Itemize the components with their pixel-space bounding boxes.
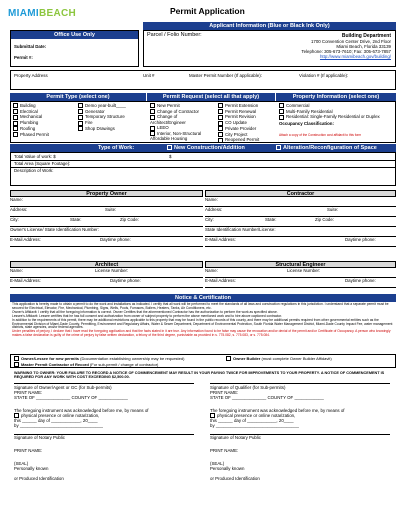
dept-phone: Telephone: 305-673-7610; Fax: 305-673-7857 — [301, 49, 391, 54]
office-use-box — [10, 30, 139, 67]
permit-request-option[interactable]: Interior, Non-Structural Affordable Housing — [150, 130, 202, 142]
dept-url-link[interactable]: http://www.miamibeach.gov/building/ — [319, 54, 391, 59]
permit-request-option[interactable]: Permit Revision — [218, 114, 259, 119]
permit-type-list-1 — [13, 103, 49, 137]
violation-label[interactable]: Violation # (If applicable): — [299, 73, 349, 78]
miami-beach-logo: MIAMIBEACH — [8, 8, 77, 19]
permit-type-option[interactable]: Demo year-built____ — [78, 103, 126, 108]
permit-request-option[interactable]: Change of Architect/Engineer — [150, 114, 186, 125]
applicant-info-bar: Applicant Information (Blue or Black Ink Only) — [143, 22, 396, 30]
submittal-date-label: Submittal Date: — [14, 44, 47, 49]
property-info-list — [279, 103, 394, 137]
notarization-option[interactable]: physical presence or online notarization, — [210, 413, 390, 418]
unit-label[interactable]: Unit # — [143, 73, 155, 78]
property-info-option[interactable]: Multi-Family Residential — [279, 109, 394, 114]
notice-header: Notice & Certification — [10, 294, 396, 302]
permit-type-option[interactable]: Electrical — [13, 109, 49, 114]
signature-right: Signature of Qualifier (for Sub-permits) PRINT NAME: STATE OF ______________ COUNTY OF ____________ The foregoing instrument was acknowledged before me, by means of physical presence or online notarization, this ______ day of ____________, 20____ by __________________________________ Signature of Notary Public PRINT NAME: (SEAL) Personally known or Produced Identification — [210, 383, 390, 481]
office-use-header: Office Use Only — [11, 31, 138, 39]
notarization-option[interactable]: physical presence or online notarization, — [14, 413, 194, 418]
warning-text: WARNING TO OWNER: YOUR FAILURE TO RECORD A NOTICE OF COMMENCEMENT MAY RESULT IN YOUR PAYING TWICE FOR IMPROVEMENTS TO YOUR PROPERTY. A NOTICE OF COMMENCEMENT IS REQUIRED FOR ANY WORK WITH COST EXCEEDING $2,500.00. — [14, 371, 385, 380]
description-label[interactable]: Description of Work: — [14, 168, 54, 173]
permit-type-header: Permit Type (select one) — [10, 93, 146, 101]
parcel-label: Parcel / Folio Number: — [147, 32, 202, 38]
permit-request-option[interactable]: Private Provider — [218, 126, 259, 131]
signature-left: Signature of Owner/Agent or GC (for Sub-permits) PRINT NAME: STATE OF ______________ COUNTY OF ____________ The foregoing instrument was acknowledged before me, by means of physical presence or online notarization, this ______ day of ____________, 20____ by __________________________________ Signature of Notary Public PRINT NAME: (SEAL) Personally known or Produced Identification — [14, 383, 194, 481]
contractor-section: Contractor Name: Address: Suite: City: State: Zip Code: State Identification Number/License: E-Mail Address: Daytime phone: — [205, 190, 396, 247]
property-info-header: Property Information (select one) — [276, 93, 396, 101]
owner-builder-option[interactable]: Owner Builder (must complete Owner Builder Affidavit) — [226, 356, 332, 361]
parcel-box[interactable] — [143, 30, 396, 67]
engineer-section: Structural Engineer Name: License Number: E-Mail Address: Daytime phone: — [205, 261, 396, 288]
type-of-work-bar: Type of Work: New Construction/Addition Alteration/Reconfiguration of Space — [10, 144, 396, 152]
permit-type-option[interactable]: Shop Drawings — [78, 126, 126, 131]
owner-lessee-box — [10, 354, 396, 368]
permit-type-option[interactable]: Plumbing — [13, 120, 49, 125]
dept-address-line1: 1700 Convention Center Drive, 2nd Floor — [310, 39, 391, 44]
permit-type-option[interactable]: Phased Permit — [13, 132, 49, 137]
master-permit-label[interactable]: Master Permit Number (If applicable): — [189, 73, 262, 78]
permit-type-option[interactable]: Building — [13, 103, 49, 108]
dept-name: Building Department — [341, 33, 391, 39]
permit-type-option[interactable]: Roofing — [13, 126, 49, 131]
new-construction-option[interactable]: New Construction/Addition — [167, 144, 245, 152]
architect-header: Architect — [10, 261, 203, 268]
property-info-option[interactable]: Residential: Single-Family Residential or Duplex — [279, 114, 394, 119]
permit-request-option[interactable]: CO Update — [218, 120, 259, 125]
permit-request-option[interactable]: Permit Renewal — [218, 109, 259, 114]
permit-request-list-1 — [150, 103, 214, 141]
owner-lessee-option[interactable]: Owner/Lessee for new permits (Documentation establishing ownership may be requested) — [14, 356, 184, 361]
permit-request-option[interactable]: LEEO — [150, 125, 214, 130]
property-address-label[interactable]: Property Address — [14, 73, 48, 78]
owner-header: Property Owner — [10, 190, 203, 197]
permit-type-option[interactable]: Temporary Structure — [78, 114, 126, 119]
permit-type-option[interactable]: Fire — [78, 120, 126, 125]
property-owner-section: Property Owner Name: Address: Suite: City: State: Zip Code: Owner's License/ State Identification Number: E-Mail Address: Daytime phone: — [10, 190, 203, 247]
permit-number-label: Permit #: — [14, 55, 33, 60]
permit-request-list-2 — [218, 103, 259, 143]
dept-address — [301, 34, 391, 59]
permit-request-option[interactable]: Reopened Permit — [218, 137, 259, 142]
permit-type-option[interactable]: Mechanical — [13, 114, 49, 119]
page-title: Permit Application — [170, 6, 245, 16]
alteration-option[interactable]: Alteration/Reconfiguration of Space — [276, 144, 377, 152]
total-area-label[interactable]: Total Area (Square Footage): — [14, 161, 71, 166]
permit-request-option[interactable]: New Permit — [150, 103, 214, 108]
permit-request-option[interactable]: Change of Contractor — [150, 109, 214, 114]
occupancy-label[interactable]: Occupancy Classification: — [279, 121, 334, 127]
permit-type-list-2 — [78, 103, 126, 131]
contractor-header: Contractor — [205, 190, 396, 197]
permit-request-option[interactable]: Permit Extension — [218, 103, 259, 108]
dept-address-line2: Miami Beach, Florida 33139 — [336, 44, 391, 49]
property-info-option[interactable]: Commercial — [279, 103, 394, 108]
architect-section: Architect Name: License Number: E-Mail Address: Daytime phone: — [10, 261, 203, 288]
total-value-label[interactable]: Total Value of work: $ — [14, 154, 56, 159]
engineer-header: Structural Engineer — [205, 261, 396, 268]
master-permit-contractor-option[interactable]: Master Permit Contractor of Record (For sub-permit / change of contractor) — [14, 362, 158, 367]
permit-type-option[interactable]: Generator — [78, 109, 126, 114]
notice-text: This application is hereby made to obtain a permit to do the work and installations as indicated. I certify that all work will be performed to meet the standards of all laws and construction regulations in this jurisdiction. I understand that a separate permit must be secured for Electrical, Elevator, Fire, Mechanical, Plumbing, Signs, Wells, Pools, Furnaces, Boilers, Heaters, Tanks, Air Conditioners, etc. Owner's Affidavit: I certify that all the foregoing information is correct. Owner Certifies that the aforementioned Contractor has the authorization to perform the work as specified above. Lessee's Affidavit: Lessee certifies that he has full consent and authorization from owner of subject property to perform the above mentioned work and to hire above captioned contractor. In addition to the requirements of this permit, there may be additional restrictions applicable to this property that may be found in the public records of this county, and there may be additional permits required from other governmental entities such as the Environmental Division of Miami-Dade County, Permitting, Environment and Regulatory Affairs, Water & Sewer Department, Department of Environmental Protection, South Florida Water Management District, Miami-Dade County Impact Fee, water management districts, state agencies, and/or federal agencies. Under penalties of perjury, I declare that I have read the foregoing application and that the facts stated in it are true. Any information found to be false may cause the revocation and/or denial of the permit and/or Certificate of Occupancy. A person who knowingly makes a false declaration is guilty of the crime of perjury by false written declaration, a felony of the third degree, punishable as provided in s. 775.082, s. 775.083, or s. 775.084. — [12, 302, 393, 338]
address-row — [10, 70, 396, 90]
affidavit-note: Attach a copy of the Construction cost affidavit to this form — [279, 132, 362, 137]
permit-request-header: Permit Request (select all that apply) — [147, 93, 275, 101]
permit-request-option[interactable]: City Project — [218, 132, 259, 137]
work-details-box: Total Value of work: $ $ Total Area (Square Footage): Description of Work: — [10, 152, 396, 186]
